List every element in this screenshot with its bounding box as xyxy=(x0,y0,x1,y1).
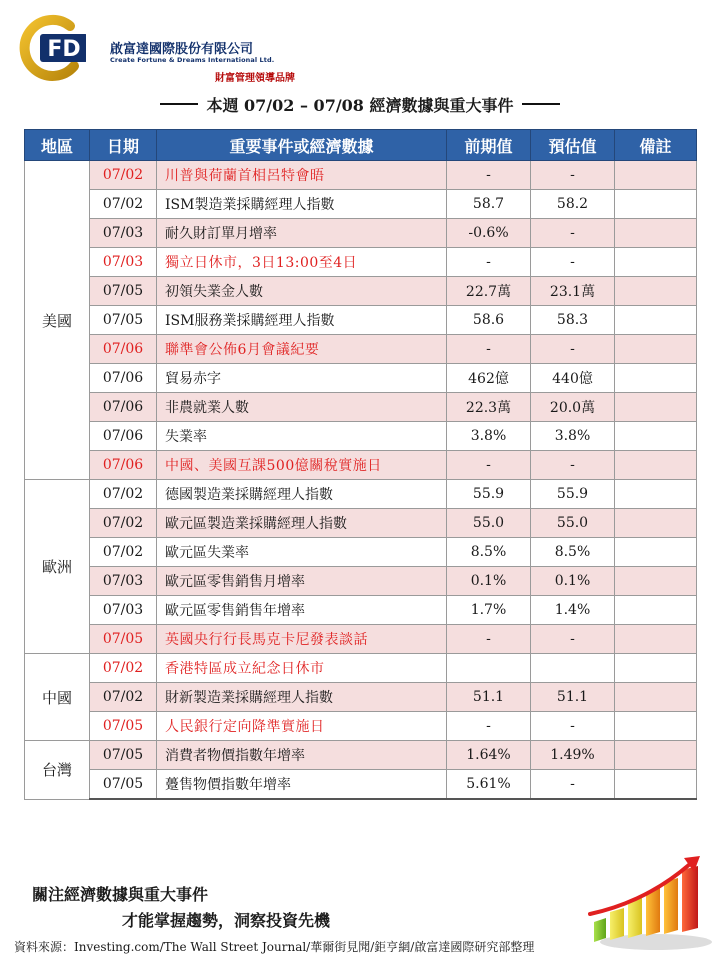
note-cell xyxy=(615,393,697,422)
forecast-value-cell: - xyxy=(531,770,615,800)
event-cell: 香港特區成立紀念日休市 xyxy=(157,654,447,683)
date-cell: 07/05 xyxy=(90,277,157,306)
date-cell: 07/06 xyxy=(90,364,157,393)
event-cell: 川普與荷蘭首相呂特會晤 xyxy=(157,161,447,190)
previous-value-cell: 58.7 xyxy=(447,190,531,219)
table-row xyxy=(25,625,697,654)
event-cell: 德國製造業採購經理人指數 xyxy=(157,480,447,509)
previous-value-cell: - xyxy=(447,625,531,654)
note-cell xyxy=(615,741,697,770)
forecast-value-cell: - xyxy=(531,335,615,364)
forecast-value-cell: 3.8% xyxy=(531,422,615,451)
event-cell: 中國、美國互課500億關稅實施日 xyxy=(157,451,447,480)
forecast-value-cell: - xyxy=(531,451,615,480)
forecast-value-cell: 8.5% xyxy=(531,538,615,567)
date-cell: 07/05 xyxy=(90,741,157,770)
table-row xyxy=(25,596,697,625)
table-row xyxy=(25,567,697,596)
table-row xyxy=(25,277,697,306)
event-cell: 耐久財訂單月增率 xyxy=(157,219,447,248)
header-event: 重要事件或經濟數據 xyxy=(157,130,447,161)
forecast-value-cell: 58.3 xyxy=(531,306,615,335)
date-cell: 07/03 xyxy=(90,248,157,277)
event-cell: 歐元區失業率 xyxy=(157,538,447,567)
note-cell xyxy=(615,770,697,800)
note-cell xyxy=(615,219,697,248)
footer-slogan-line1: 關注經濟數據與重大事件 xyxy=(32,885,209,904)
previous-value-cell: 55.9 xyxy=(447,480,531,509)
title-rule-left xyxy=(160,103,198,105)
date-cell: 07/02 xyxy=(90,509,157,538)
table-row xyxy=(25,161,697,190)
date-cell: 07/05 xyxy=(90,712,157,741)
note-cell xyxy=(615,306,697,335)
footer-slogan-line2: 才能掌握趨勢，洞察投資先機 xyxy=(122,911,331,930)
forecast-value-cell: 55.0 xyxy=(531,509,615,538)
fd-logo-icon xyxy=(18,14,86,82)
forecast-value-cell: - xyxy=(531,161,615,190)
region-cell: 台灣 xyxy=(25,741,90,800)
header-date: 日期 xyxy=(90,130,157,161)
previous-value-cell: - xyxy=(447,451,531,480)
previous-value-cell: - xyxy=(447,248,531,277)
header-forecast: 預估值 xyxy=(531,130,615,161)
page-title-row xyxy=(0,93,720,115)
table-row xyxy=(25,190,697,219)
forecast-value-cell: 440億 xyxy=(531,364,615,393)
forecast-value-cell: - xyxy=(531,625,615,654)
forecast-value-cell: - xyxy=(531,712,615,741)
table-row xyxy=(25,654,697,683)
table-row xyxy=(25,741,697,770)
event-cell: ISM製造業採購經理人指數 xyxy=(157,190,447,219)
event-cell: 躉售物價指數年增率 xyxy=(157,770,447,800)
company-name-en: Create Fortune & Dreams International Ltd. xyxy=(110,56,275,64)
date-cell: 07/02 xyxy=(90,654,157,683)
previous-value-cell: 22.3萬 xyxy=(447,393,531,422)
previous-value-cell: 58.6 xyxy=(447,306,531,335)
event-cell: 獨立日休市，3日13:00至4日 xyxy=(157,248,447,277)
table-row xyxy=(25,770,697,800)
table-row xyxy=(25,509,697,538)
date-cell: 07/05 xyxy=(90,306,157,335)
note-cell xyxy=(615,422,697,451)
table-header-row xyxy=(25,130,697,161)
table-row xyxy=(25,364,697,393)
event-cell: 英國央行行長馬克卡尼發表談話 xyxy=(157,625,447,654)
note-cell xyxy=(615,712,697,741)
company-name-cn: 啟富達國際股份有限公司 xyxy=(110,42,254,57)
date-cell: 07/06 xyxy=(90,335,157,364)
note-cell xyxy=(615,335,697,364)
date-cell: 07/05 xyxy=(90,770,157,800)
logo-text: FD xyxy=(47,37,81,62)
date-cell: 07/06 xyxy=(90,451,157,480)
forecast-value-cell: 1.4% xyxy=(531,596,615,625)
page-title: 本週 07/02 – 07/08 經濟數據與重大事件 xyxy=(206,95,514,115)
date-cell: 07/02 xyxy=(90,538,157,567)
previous-value-cell: 55.0 xyxy=(447,509,531,538)
event-cell: 非農就業人數 xyxy=(157,393,447,422)
note-cell xyxy=(615,248,697,277)
table-row xyxy=(25,538,697,567)
forecast-value-cell xyxy=(531,654,615,683)
note-cell xyxy=(615,451,697,480)
previous-value-cell: 0.1% xyxy=(447,567,531,596)
table-row xyxy=(25,712,697,741)
note-cell xyxy=(615,538,697,567)
note-cell xyxy=(615,596,697,625)
date-cell: 07/03 xyxy=(90,567,157,596)
previous-value-cell: - xyxy=(447,335,531,364)
previous-value-cell xyxy=(447,654,531,683)
note-cell xyxy=(615,277,697,306)
event-cell: 人民銀行定向降準實施日 xyxy=(157,712,447,741)
forecast-value-cell: 58.2 xyxy=(531,190,615,219)
table-row xyxy=(25,683,697,712)
note-cell xyxy=(615,364,697,393)
region-cell: 歐洲 xyxy=(25,480,90,654)
event-cell: 歐元區製造業採購經理人指數 xyxy=(157,509,447,538)
previous-value-cell: 51.1 xyxy=(447,683,531,712)
note-cell xyxy=(615,654,697,683)
event-cell: 歐元區零售銷售月增率 xyxy=(157,567,447,596)
event-cell: 消費者物價指數年增率 xyxy=(157,741,447,770)
source-note: 資料來源：Investing.com/The Wall Street Journal/華爾街見聞/鉅亨網/啟富達國際研究部整理 xyxy=(14,940,535,954)
date-cell: 07/02 xyxy=(90,683,157,712)
event-cell: ISM服務業採購經理人指數 xyxy=(157,306,447,335)
table-row xyxy=(25,393,697,422)
forecast-value-cell: 51.1 xyxy=(531,683,615,712)
events-table-body xyxy=(25,161,697,800)
date-cell: 07/02 xyxy=(90,190,157,219)
title-rule-right xyxy=(522,103,560,105)
previous-value-cell: -0.6% xyxy=(447,219,531,248)
event-cell: 聯準會公佈6月會議紀要 xyxy=(157,335,447,364)
table-row xyxy=(25,306,697,335)
region-cell: 中國 xyxy=(25,654,90,741)
forecast-value-cell: 55.9 xyxy=(531,480,615,509)
event-cell: 財新製造業採購經理人指數 xyxy=(157,683,447,712)
previous-value-cell: 3.8% xyxy=(447,422,531,451)
date-cell: 07/02 xyxy=(90,161,157,190)
company-logo xyxy=(18,14,308,82)
note-cell xyxy=(615,625,697,654)
note-cell xyxy=(615,683,697,712)
header-region: 地區 xyxy=(25,130,90,161)
company-tagline: 財富管理領導品牌 xyxy=(215,73,295,84)
date-cell: 07/06 xyxy=(90,393,157,422)
previous-value-cell: 1.64% xyxy=(447,741,531,770)
forecast-value-cell: - xyxy=(531,219,615,248)
date-cell: 07/03 xyxy=(90,596,157,625)
note-cell xyxy=(615,480,697,509)
rising-bar-chart-icon xyxy=(586,852,714,952)
previous-value-cell: 8.5% xyxy=(447,538,531,567)
note-cell xyxy=(615,567,697,596)
table-row xyxy=(25,335,697,364)
previous-value-cell: 22.7萬 xyxy=(447,277,531,306)
date-cell: 07/03 xyxy=(90,219,157,248)
previous-value-cell: - xyxy=(447,712,531,741)
previous-value-cell: 462億 xyxy=(447,364,531,393)
previous-value-cell: 1.7% xyxy=(447,596,531,625)
header-previous: 前期值 xyxy=(447,130,531,161)
forecast-value-cell: - xyxy=(531,248,615,277)
date-cell: 07/05 xyxy=(90,625,157,654)
forecast-value-cell: 20.0萬 xyxy=(531,393,615,422)
date-cell: 07/02 xyxy=(90,480,157,509)
events-table xyxy=(24,129,697,800)
forecast-value-cell: 0.1% xyxy=(531,567,615,596)
forecast-value-cell: 1.49% xyxy=(531,741,615,770)
note-cell xyxy=(615,190,697,219)
table-row xyxy=(25,422,697,451)
event-cell: 初領失業金人數 xyxy=(157,277,447,306)
header-note: 備註 xyxy=(615,130,697,161)
previous-value-cell: - xyxy=(447,161,531,190)
event-cell: 失業率 xyxy=(157,422,447,451)
table-row xyxy=(25,219,697,248)
table-row xyxy=(25,248,697,277)
table-row xyxy=(25,480,697,509)
event-cell: 歐元區零售銷售年增率 xyxy=(157,596,447,625)
event-cell: 貿易赤字 xyxy=(157,364,447,393)
note-cell xyxy=(615,161,697,190)
date-cell: 07/06 xyxy=(90,422,157,451)
note-cell xyxy=(615,509,697,538)
table-row xyxy=(25,451,697,480)
region-cell: 美國 xyxy=(25,161,90,480)
previous-value-cell: 5.61% xyxy=(447,770,531,800)
forecast-value-cell: 23.1萬 xyxy=(531,277,615,306)
